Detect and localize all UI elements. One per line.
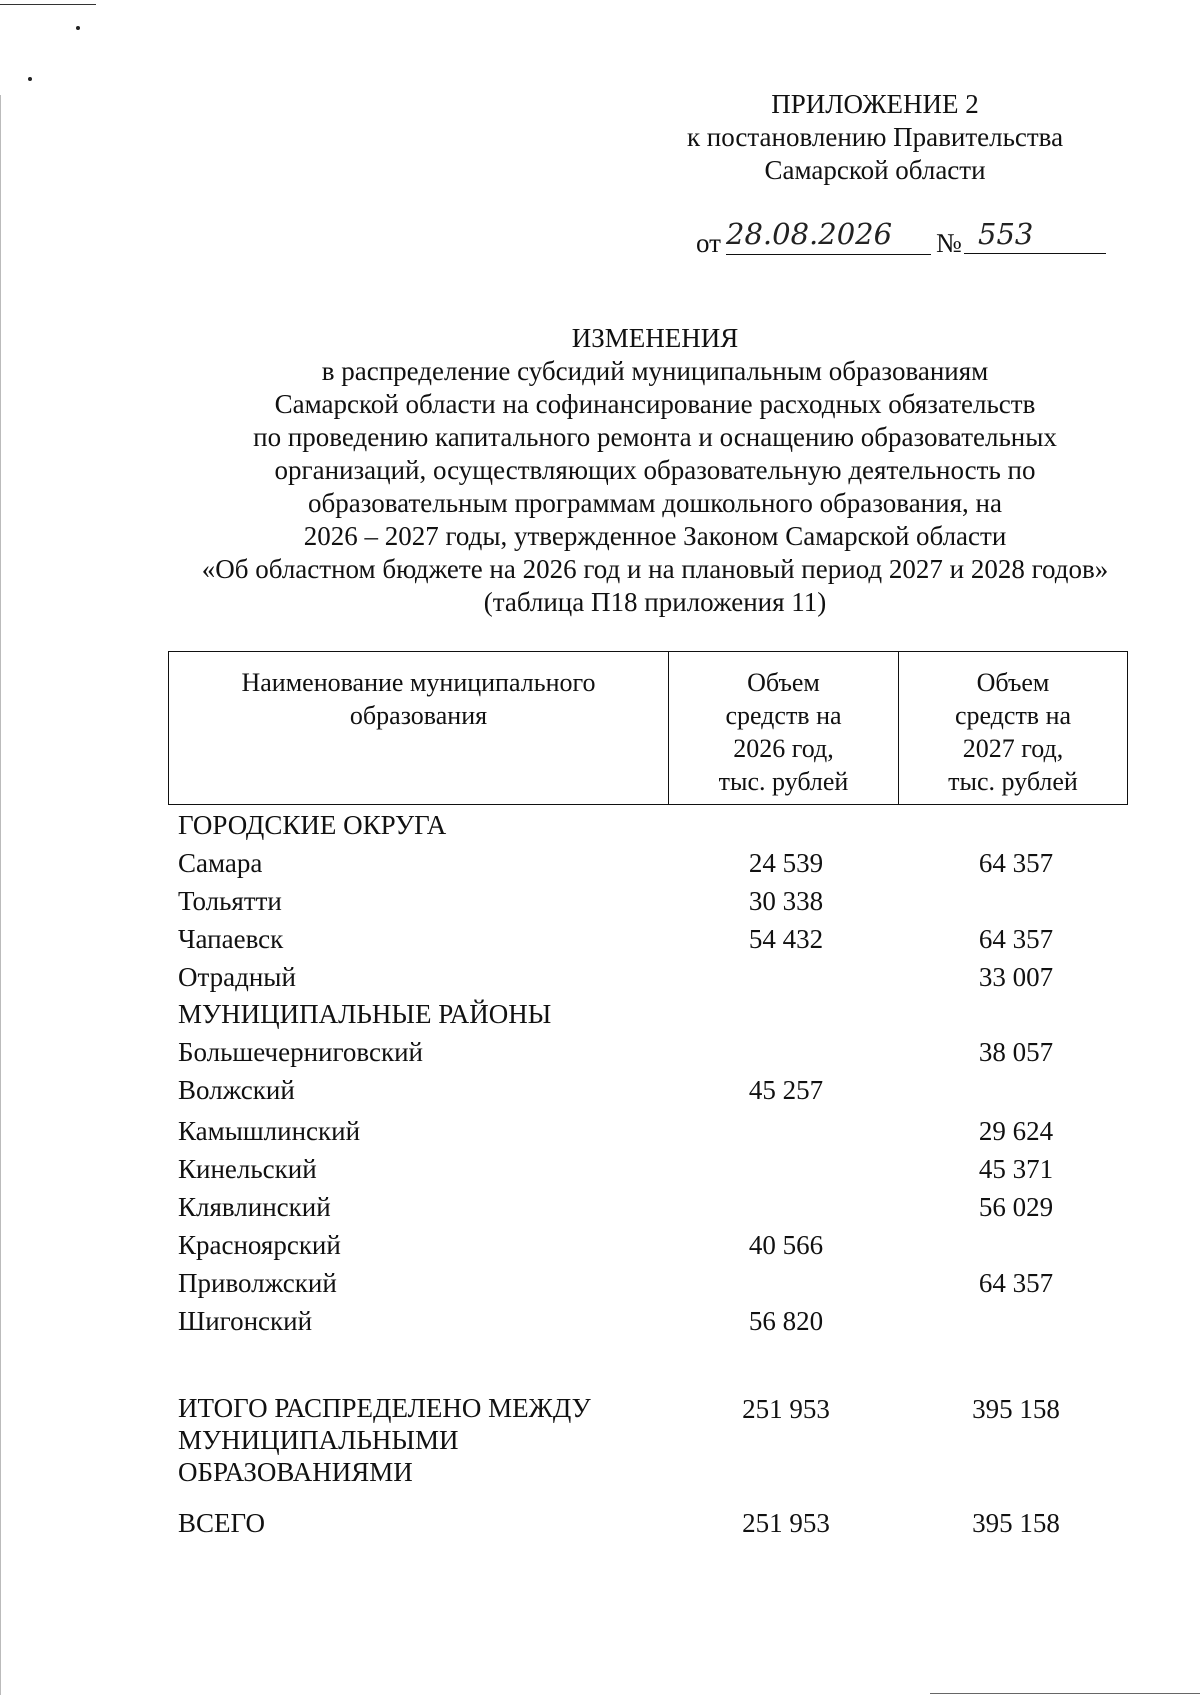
resolution-number: 553 bbox=[964, 218, 1106, 254]
title-line: (таблица П18 приложения 11) bbox=[483, 587, 827, 617]
table-header bbox=[168, 651, 1128, 805]
date-prefix: от bbox=[696, 228, 721, 258]
header-amount-2027: Объем средств на 2027 год, тыс. рублей bbox=[948, 668, 1078, 796]
table-row: Приволжский 64 357 bbox=[178, 1268, 1054, 1298]
grand-total-row bbox=[0, 1507, 1200, 1543]
number-label: № bbox=[936, 228, 962, 258]
approval-region: Самарской области bbox=[764, 155, 986, 185]
grand-total-2026: 251 953 bbox=[742, 1508, 830, 1538]
table-row: Кинельский 45 371 bbox=[178, 1154, 1054, 1184]
table-row: Большечерниговский 38 057 bbox=[178, 1037, 1054, 1067]
table-row: Волжский 45 257 bbox=[178, 1075, 824, 1105]
table-row: Камышлинский 29 624 bbox=[178, 1116, 1054, 1146]
approval-block bbox=[650, 88, 1100, 187]
scan-artifact-bottom-line bbox=[930, 1693, 1200, 1694]
approval-reference: к постановлению Правительства bbox=[686, 122, 1064, 152]
grand-total-2027: 395 158 bbox=[972, 1508, 1060, 1538]
table-row-section: МУНИЦИПАЛЬНЫЕ РАЙОНЫ bbox=[178, 999, 552, 1029]
table-row: Отрадный 33 007 bbox=[178, 962, 1054, 992]
table-row: Самара 24 539 64 357 bbox=[178, 848, 1054, 878]
table-row: Клявлинский 56 029 bbox=[178, 1192, 1054, 1222]
total-distributed-row bbox=[0, 1393, 1200, 1429]
title-line: Самарской области на софинансирование расходных обязательств bbox=[274, 389, 1036, 419]
table-row: Чапаевск 54 432 64 357 bbox=[178, 924, 1054, 954]
title-line: в распределение субсидий муниципальным образованиям bbox=[321, 356, 989, 386]
document-title bbox=[150, 322, 1160, 619]
total-distributed-label: ИТОГО РАСПРЕДЕЛЕНО МЕЖДУ МУНИЦИПАЛЬНЫМИ ОБРАЗОВАНИЯМИ bbox=[178, 1393, 591, 1487]
table-row: Тольятти 30 338 bbox=[178, 886, 824, 916]
header-amount-2026: Объем средств на 2026 год, тыс. рублей bbox=[669, 652, 899, 804]
resolution-date: 28.08.2026 bbox=[726, 218, 931, 255]
grand-total-label: ВСЕГО bbox=[178, 1508, 265, 1538]
header-municipality: Наименование муниципального образования bbox=[169, 652, 669, 804]
title-line: «Об областном бюджете на 2026 год и на плановый период 2027 и 2028 годов» bbox=[201, 554, 1109, 584]
table-row-section: ГОРОДСКИЕ ОКРУГА bbox=[178, 810, 447, 840]
scan-artifact-line bbox=[0, 4, 96, 5]
scan-artifact-dot bbox=[28, 77, 32, 81]
total-distributed-2027: 395 158 bbox=[972, 1394, 1060, 1424]
title-line: по проведению капитального ремонта и оснащению образовательных bbox=[253, 422, 1057, 452]
title-heading: ИЗМЕНЕНИЯ bbox=[571, 323, 739, 353]
title-line: образовательным программам дошкольного образования, на bbox=[308, 488, 1002, 518]
title-line: 2026 – 2027 годы, утвержденное Законом Самарской области bbox=[303, 521, 1007, 551]
scan-artifact-dot bbox=[76, 26, 80, 30]
table-row: Шигонский 56 820 bbox=[178, 1306, 824, 1336]
table-row: Красноярский 40 566 bbox=[178, 1230, 824, 1260]
title-line: организаций, осуществляющих образовательную деятельность по bbox=[274, 455, 1036, 485]
appendix-label: ПРИЛОЖЕНИЕ 2 bbox=[771, 89, 979, 119]
resolution-date-number bbox=[696, 218, 1106, 258]
total-distributed-2026: 251 953 bbox=[742, 1394, 830, 1424]
